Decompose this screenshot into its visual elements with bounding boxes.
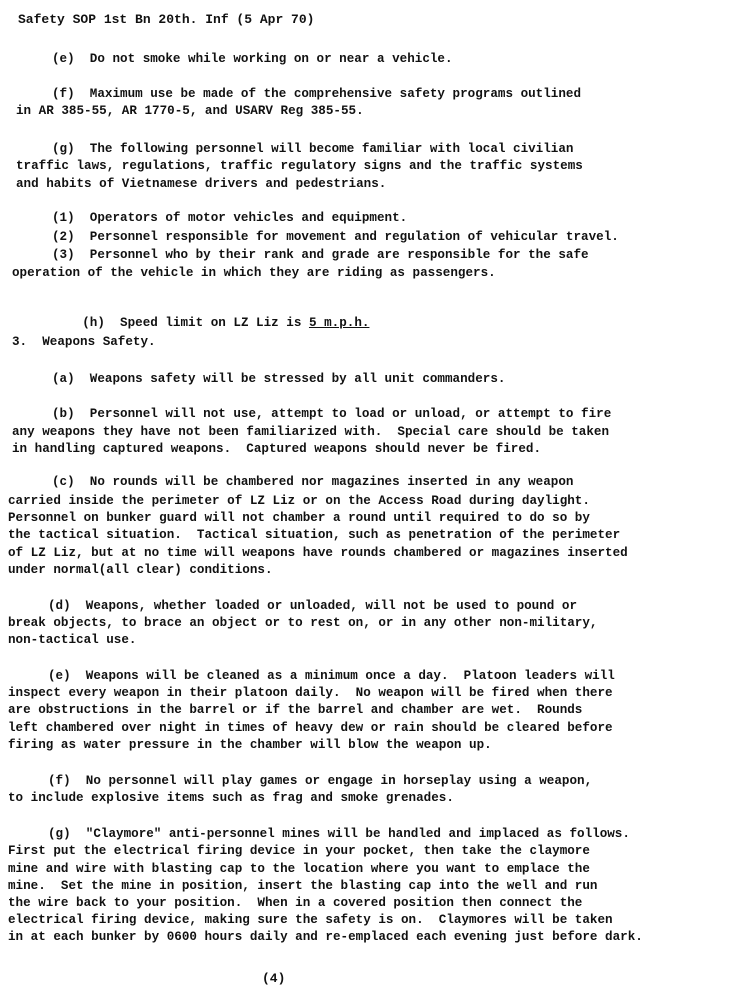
weapons-item-c-line5: of LZ Liz, but at no time will weapons have rounds chambered or magazines inserted (8, 546, 628, 560)
weapons-item-d-line2: break objects, to brace an object or to rest on, or in any other non-military, (8, 616, 598, 630)
weapons-item-f-line2: to include explosive items such as frag and smoke grenades. (8, 791, 454, 805)
weapons-item-e-line5: firing as water pressure in the chamber will blow the weapon up. (8, 738, 492, 752)
subitem-2: (2) Personnel responsible for movement and regulation of vehicular travel. (52, 230, 619, 244)
weapons-item-f-line1: (f) No personnel will play games or engage in horseplay using a weapon, (48, 774, 593, 788)
weapons-item-g-line2: First put the electrical firing device in your pocket, then take the claymore (8, 844, 590, 858)
weapons-item-g-line5: the wire back to your position. When in a covered position then connect the (8, 896, 583, 910)
speed-limit-value: 5 m.p.h. (308, 316, 370, 330)
subitem-1: (1) Operators of motor vehicles and equipment. (52, 211, 408, 225)
para-3e-item-g-line3: and habits of Vietnamese drivers and pedestrians. (16, 177, 387, 191)
weapons-item-g-line6: electrical firing device, making sure the safety is on. Claymores will be taken (8, 913, 613, 927)
weapons-item-d-line1: (d) Weapons, whether loaded or unloaded, will not be used to pound or (48, 599, 578, 613)
weapons-item-c-line6: under normal(all clear) conditions. (8, 563, 273, 577)
para-3e-item-g-line1: (g) The following personnel will become familiar with local civilian (52, 142, 574, 156)
subitem-3-line1: (3) Personnel who by their rank and grade are responsible for the safe (52, 248, 589, 262)
page-number: (4) (262, 971, 286, 986)
weapons-item-g-line7: in at each bunker by 0600 hours daily and re-emplaced each evening just before dark. (8, 930, 643, 944)
weapons-item-e-line2: inspect every weapon in their platoon daily. No weapon will be fired when there (8, 686, 613, 700)
weapons-item-a: (a) Weapons safety will be stressed by all unit commanders. (52, 372, 506, 386)
weapons-item-g-line3: mine and wire with blasting cap to the location where you want to emplace the (8, 862, 590, 876)
weapons-item-c-line4: the tactical situation. Tactical situation, such as penetration of the perimeter (8, 528, 621, 542)
subitem-3-line2: operation of the vehicle in which they are riding as passengers. (12, 266, 496, 280)
weapons-item-b-line3: in handling captured weapons. Captured weapons should never be fired. (12, 442, 542, 456)
weapons-item-c-line2: carried inside the perimeter of LZ Liz or on the Access Road during daylight. (8, 494, 590, 508)
para-3e-item-f-line2: in AR 385-55, AR 1770-5, and USARV Reg 385-55. (16, 104, 364, 118)
weapons-item-g-line4: mine. Set the mine in position, insert the blasting cap into the well and run (8, 879, 598, 893)
weapons-item-e-line4: left chambered over night in times of heavy dew or rain should be cleared before (8, 721, 613, 735)
weapons-item-b-line2: any weapons they have not been familiarized with. Special care should be taken (12, 425, 610, 439)
para-3e-item-g-line2: traffic laws, regulations, traffic regulatory signs and the traffic systems (16, 159, 583, 173)
weapons-item-d-line3: non-tactical use. (8, 633, 137, 647)
para-3e-item-e: (e) Do not smoke while working on or near a vehicle. (52, 52, 453, 66)
weapons-item-e-line3: are obstructions in the barrel or if the barrel and chamber are wet. Rounds (8, 703, 583, 717)
weapons-item-g-line1: (g) "Claymore" anti-personnel mines will be handled and implaced as follows. (48, 827, 630, 841)
weapons-item-c-line3: Personnel on bunker guard will not chamber a round until required to do so by (8, 511, 590, 525)
weapons-item-c-line1: (c) No rounds will be chambered nor magazines inserted in any weapon (52, 475, 574, 489)
speed-limit-text: (h) Speed limit on LZ Liz is (82, 316, 309, 330)
document-header: Safety SOP 1st Bn 20th. Inf (5 Apr 70) (18, 12, 315, 27)
weapons-item-b-line1: (b) Personnel will not use, attempt to load or unload, or attempt to fire (52, 407, 612, 421)
weapons-item-e-line1: (e) Weapons will be cleaned as a minimum once a day. Platoon leaders will (48, 669, 615, 683)
section-weapons-safety-heading: 3. Weapons Safety. (12, 335, 156, 349)
para-3e-item-f-line1: (f) Maximum use be made of the comprehensive safety programs outlined (52, 87, 582, 101)
